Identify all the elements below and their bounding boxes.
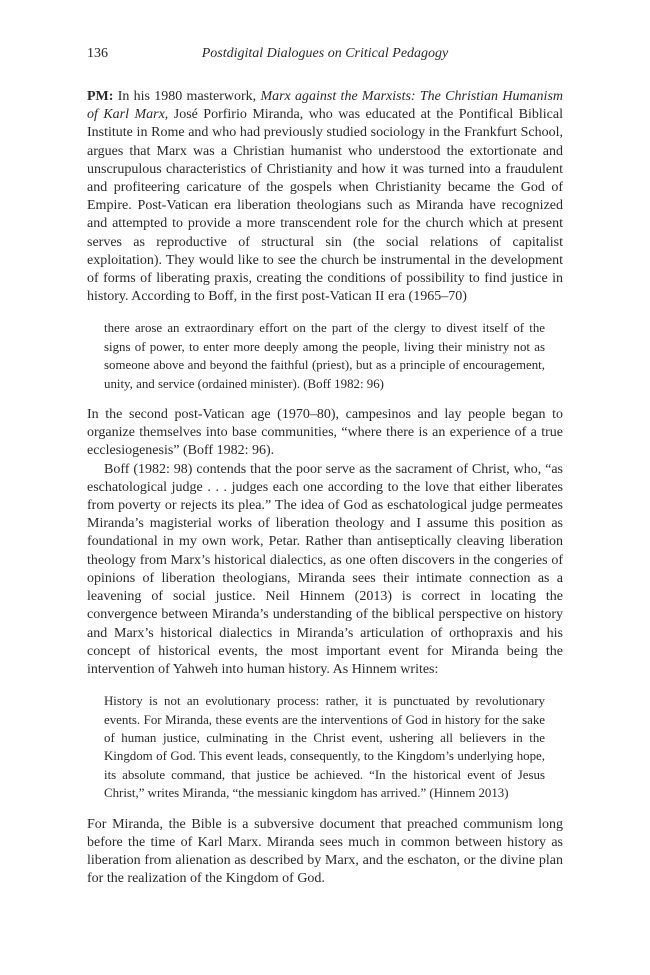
book-title: Marx against the Marxists: The Christian Humanism of Karl Marx, [87, 89, 564, 123]
page-number: 136 [87, 46, 108, 61]
block-quote-hinnem: History is not an evolutionary process: rather, it is punctuated by revolutionary events. For Miranda, these events are the interventions of God in history for the sake of human justice, culminating in the Christ event, ushering all believers in the Kingdom of God. This event leads, consequently, to the Kingdom’s underlying hope, its absolute command, that justice be achieved. “In the historical event of Jesus Christ,” writes Miranda, “the messianic kingdom has arrived.” (Hinnem 2013) [104, 694, 545, 801]
paragraph-base-communities: In the second post-Vatican age (1970–80), campesinos and lay people began to organize themselves into base communities, “where there is an experience of a true ecclesiogenesis” (Boff 1982: 96). [87, 407, 563, 459]
paragraph-text: José Porfirio Miranda, who was educated at the Pontifical Biblical Institute in Rome and who had previously studied sociology in the Frankfurt School, argues that Marx was a Christian humanist who understood the extortionate and unscrupulous characteristics of Christianity and how it was turned into a fraudulent and profiteering caricature of the gospels when Christianity became the God of Empire. Post-Vatican era liberation theologians such as Miranda have recognized and attempted to provide a more transcendent role for the church which at present serves as reproductive of structural sin (the social relations of capitalist exploitation). They would like to see the church be instrumental in the development of forms of liberating praxis, creating the conditions of possibility to find justice in history. According to Boff, in the first post-Vatican II era (1965–70) [87, 107, 563, 305]
paragraph-pm-intro [87, 88, 563, 306]
paragraph-text: In his 1980 masterwork, [113, 89, 261, 104]
running-title: Postdigital Dialogues on Critical Pedagogy [201, 46, 449, 61]
page-header [87, 44, 563, 64]
block-quote-boff: there arose an extraordinary effort on the part of the clergy to divest itself of the signs of power, to enter more deeply among the people, living their ministry not as someone above and beyond the faithful (priest), but as a principle of encouragement, unity, and service (ordained minister). (Boff 1982: 96) [104, 321, 545, 391]
body-text [87, 88, 563, 888]
paragraph-boff-miranda: Boff (1982: 98) contends that the poor serve as the sacrament of Christ, who, “as eschatological judge . . . judges each one according to the love that either liberates from poverty or rejects its plea.” The idea of God as eschatological judge permeates Miranda’s magisterial works of liberation theology and I assume this position as foundational in my own work, Petar. Rather than antiseptically cleaving liberation theology from Marx’s historical dialectics, as one often discovers in the congeries of opinions of liberation theologians, Miranda sees their intimate connection as a leavening of social justice. Neil Hinnem (2013) is correct in locating the convergence between Miranda’s understanding of the biblical perspective on history and Marx’s historical dialectics in Miranda’s articulation of orthopraxis and his concept of historical events, the most important event for Miranda being the intervention of Yahweh into human history. As Hinnem writes: [87, 461, 563, 677]
paragraph-bible-subversive: For Miranda, the Bible is a subversive document that preached communism long before the time of Karl Marx. Miranda sees much in common between history as liberation from alienation as described by Marx, and the eschaton, or the divine plan for the realization of the Kingdom of God. [87, 816, 563, 887]
speaker-label: PM: [87, 89, 114, 104]
